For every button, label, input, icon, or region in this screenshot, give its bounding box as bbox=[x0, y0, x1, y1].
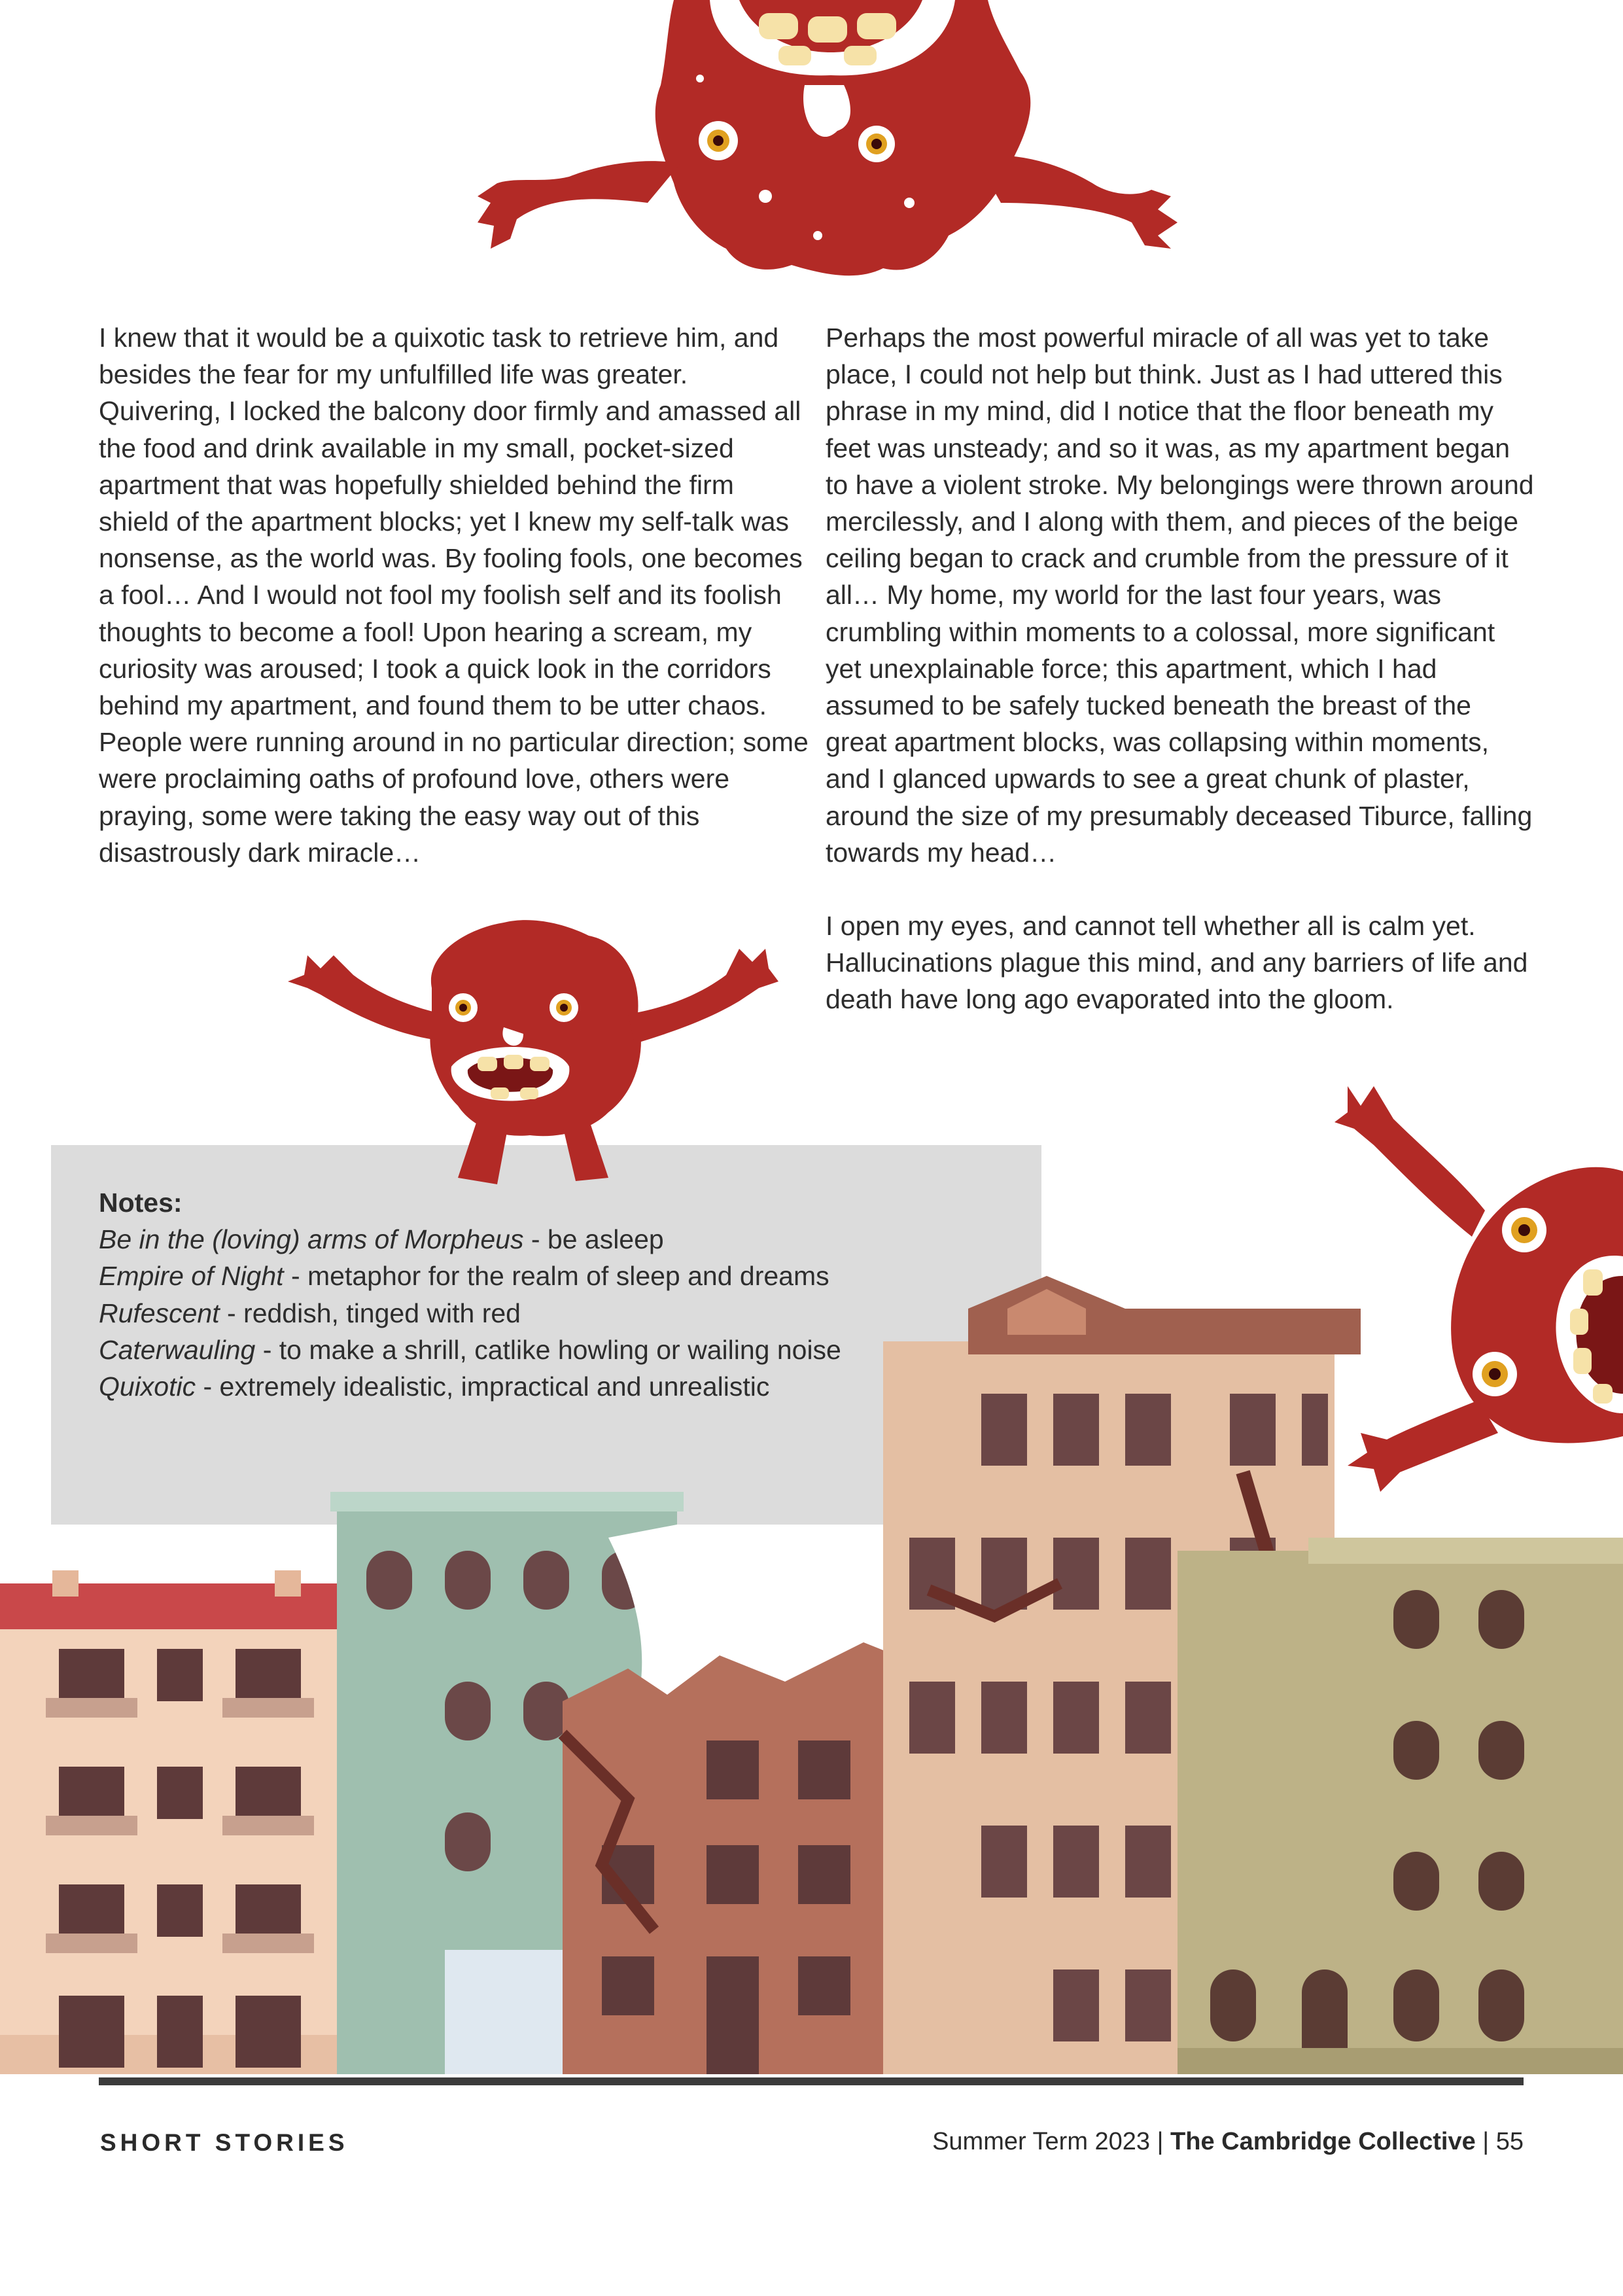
footer-separator: | bbox=[1475, 2128, 1496, 2155]
page-footer bbox=[932, 2128, 1524, 2156]
note-term: Be in the (loving) arms of Morpheus bbox=[99, 1224, 524, 1255]
note-definition: - be asleep bbox=[523, 1224, 664, 1255]
footer-rule bbox=[99, 2077, 1524, 2085]
red-monster-middle-icon bbox=[281, 916, 778, 1191]
note-item bbox=[99, 1295, 1034, 1332]
red-monster-top-icon bbox=[451, 0, 1191, 281]
publication-name: The Cambridge Collective bbox=[1170, 2128, 1476, 2155]
note-term: Empire of Night bbox=[99, 1261, 284, 1292]
story-column-left bbox=[99, 319, 809, 871]
note-item bbox=[99, 1332, 1034, 1368]
note-item bbox=[99, 1368, 1034, 1405]
red-monster-right-icon bbox=[1335, 1060, 1623, 1511]
story-paragraph: I open my eyes, and cannot tell whether all is calm yet. Hallucinations plague this mind, and any barriers of life and death have long ago evaporated into the gloom. bbox=[826, 911, 1528, 1015]
note-term: Caterwauling bbox=[99, 1334, 256, 1365]
note-definition: - extremely idealistic, impractical and unrealistic bbox=[196, 1371, 770, 1402]
page-number: 55 bbox=[1495, 2128, 1524, 2155]
note-definition: - metaphor for the realm of sleep and dreams bbox=[283, 1261, 829, 1292]
notes-heading: Notes: bbox=[99, 1188, 183, 1218]
note-term: Rufescent bbox=[99, 1298, 220, 1328]
story-paragraph: I knew that it would be a quixotic task to retrieve him, and besides the fear for my unfulfilled life was greater. Quivering, I locked the balcony door firmly and amassed all the food and drink available in my small, pocket-sized apartment that was hopefully shielded behind the firm shield of the apartment blocks; yet I knew my self-talk was nonsense, as the world was. By fooling fools, one becomes a fool… And I would not fool my foolish self and its foolish thoughts to become a fool! Upon hearing a scream, my curiosity was aroused; I took a quick look in the corridors behind my apartment, and found them to be utter chaos. People were running around in no particular direction; some were proclaiming oaths of profound love, others were praying, some were taking the easy way out of this disastrously dark miracle… bbox=[99, 323, 809, 868]
note-item bbox=[99, 1258, 1034, 1294]
story-column-right bbox=[826, 319, 1535, 1018]
note-item bbox=[99, 1221, 1034, 1258]
note-definition: - to make a shrill, catlike howling or wailing noise bbox=[255, 1334, 841, 1365]
section-label: SHORT STORIES bbox=[100, 2129, 349, 2156]
notes-list bbox=[99, 1184, 1034, 1405]
note-term: Quixotic bbox=[99, 1371, 196, 1402]
story-paragraph: Perhaps the most powerful miracle of all was yet to take place, I could not help but think. Just as I had uttered this phrase in my mind, did I notice that the floor beneath my feet was unsteady; and so it was, as my apartment began to have a violent stroke. My belongings were thrown around mercilessly, and I along with them, and pieces of the beige ceiling began to crack and crumble from the pressure of it all… My home, my world for the last four years, was crumbling within moments to a colossal, more significant yet unexplainable force; this apartment, which I had assumed to be safely tucked beneath the breast of the great apartment blocks, was collapsing within moments, and I glanced upwards to see a great chunk of plaster, around the size of my presumably deceased Tiburce, falling towards my head… bbox=[826, 323, 1534, 868]
footer-term: Summer Term 2023 | bbox=[932, 2128, 1171, 2155]
note-definition: - reddish, tinged with red bbox=[219, 1298, 521, 1328]
